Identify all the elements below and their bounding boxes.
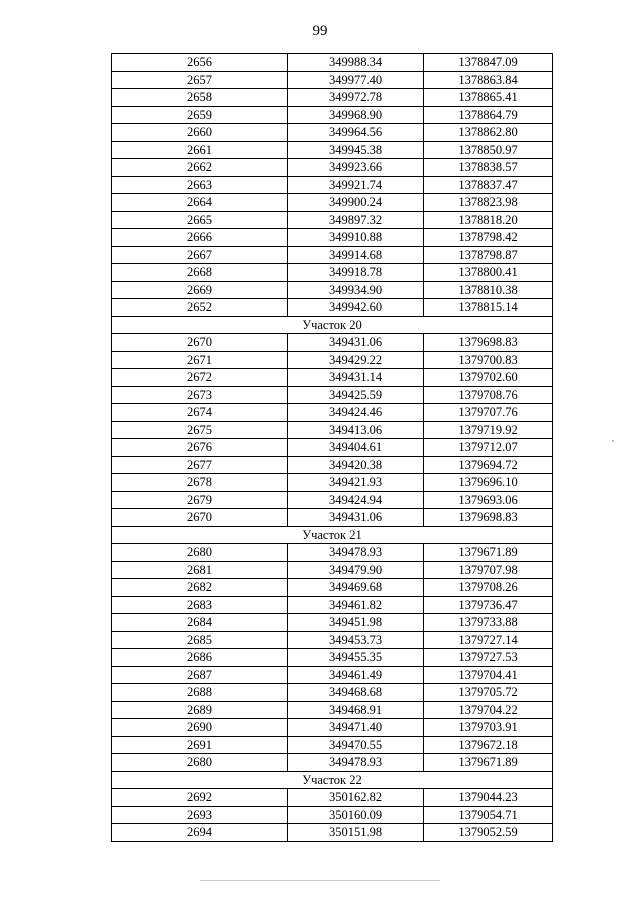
- x-coordinate-cell: 349478.93: [288, 544, 424, 562]
- coordinates-table-body: [112, 54, 553, 842]
- point-number-cell: 2664: [112, 194, 288, 212]
- y-coordinate-cell: 1379705.72: [424, 684, 553, 702]
- x-coordinate-cell: 349420.38: [288, 456, 424, 474]
- table-row: [112, 561, 553, 579]
- x-coordinate-cell: 349945.38: [288, 141, 424, 159]
- x-coordinate-cell: 349897.32: [288, 211, 424, 229]
- x-coordinate-cell: 349964.56: [288, 124, 424, 142]
- x-coordinate-cell: 349478.93: [288, 754, 424, 772]
- point-number-cell: 2668: [112, 264, 288, 282]
- x-coordinate-cell: 349413.06: [288, 421, 424, 439]
- x-coordinate-cell: 349471.40: [288, 719, 424, 737]
- table-row: [112, 789, 553, 807]
- point-number-cell: 2689: [112, 701, 288, 719]
- table-row: [112, 474, 553, 492]
- y-coordinate-cell: 1378864.79: [424, 106, 553, 124]
- table-row: [112, 736, 553, 754]
- table-row: [112, 124, 553, 142]
- table-row: [112, 369, 553, 387]
- y-coordinate-cell: 1378798.87: [424, 246, 553, 264]
- x-coordinate-cell: 349451.98: [288, 614, 424, 632]
- y-coordinate-cell: 1379702.60: [424, 369, 553, 387]
- point-number-cell: 2693: [112, 806, 288, 824]
- table-row: [112, 666, 553, 684]
- point-number-cell: 2670: [112, 334, 288, 352]
- table-row: [112, 684, 553, 702]
- y-coordinate-cell: 1379672.18: [424, 736, 553, 754]
- point-number-cell: 2686: [112, 649, 288, 667]
- table-row: [112, 71, 553, 89]
- point-number-cell: 2672: [112, 369, 288, 387]
- x-coordinate-cell: 349910.88: [288, 229, 424, 247]
- point-number-cell: 2676: [112, 439, 288, 457]
- y-coordinate-cell: 1379044.23: [424, 789, 553, 807]
- y-coordinate-cell: 1379052.59: [424, 824, 553, 842]
- point-number-cell: 2660: [112, 124, 288, 142]
- y-coordinate-cell: 1379707.98: [424, 561, 553, 579]
- x-coordinate-cell: 349479.90: [288, 561, 424, 579]
- x-coordinate-cell: 349972.78: [288, 89, 424, 107]
- table-row: [112, 159, 553, 177]
- y-coordinate-cell: 1379671.89: [424, 544, 553, 562]
- table-row: [112, 491, 553, 509]
- y-coordinate-cell: 1378815.14: [424, 299, 553, 317]
- y-coordinate-cell: 1379696.10: [424, 474, 553, 492]
- table-row: [112, 754, 553, 772]
- x-coordinate-cell: 349942.60: [288, 299, 424, 317]
- x-coordinate-cell: 349968.90: [288, 106, 424, 124]
- y-coordinate-cell: 1379712.07: [424, 439, 553, 457]
- section-header-row: [112, 316, 553, 334]
- table-row: [112, 614, 553, 632]
- x-coordinate-cell: 349421.93: [288, 474, 424, 492]
- table-row: [112, 106, 553, 124]
- table-row: [112, 229, 553, 247]
- y-coordinate-cell: 1379700.83: [424, 351, 553, 369]
- y-coordinate-cell: 1379727.53: [424, 649, 553, 667]
- point-number-cell: 2671: [112, 351, 288, 369]
- table-row: [112, 89, 553, 107]
- x-coordinate-cell: 349934.90: [288, 281, 424, 299]
- table-row: [112, 719, 553, 737]
- x-coordinate-cell: 349988.34: [288, 54, 424, 72]
- y-coordinate-cell: 1379704.22: [424, 701, 553, 719]
- point-number-cell: 2678: [112, 474, 288, 492]
- point-number-cell: 2682: [112, 579, 288, 597]
- table-row: [112, 246, 553, 264]
- x-coordinate-cell: 349469.68: [288, 579, 424, 597]
- table-row: [112, 439, 553, 457]
- x-coordinate-cell: 349404.61: [288, 439, 424, 457]
- y-coordinate-cell: 1378862.80: [424, 124, 553, 142]
- table-row: [112, 54, 553, 72]
- x-coordinate-cell: 350162.82: [288, 789, 424, 807]
- section-title: Участок 21: [112, 526, 553, 544]
- y-coordinate-cell: 1379704.41: [424, 666, 553, 684]
- x-coordinate-cell: 349461.49: [288, 666, 424, 684]
- x-coordinate-cell: 349429.22: [288, 351, 424, 369]
- y-coordinate-cell: 1378847.09: [424, 54, 553, 72]
- point-number-cell: 2662: [112, 159, 288, 177]
- point-number-cell: 2681: [112, 561, 288, 579]
- y-coordinate-cell: 1379698.83: [424, 509, 553, 527]
- y-coordinate-cell: 1379736.47: [424, 596, 553, 614]
- x-coordinate-cell: 349914.68: [288, 246, 424, 264]
- y-coordinate-cell: 1379671.89: [424, 754, 553, 772]
- page-number: 99: [312, 23, 328, 39]
- coordinates-table: [111, 53, 553, 842]
- point-number-cell: 2666: [112, 229, 288, 247]
- x-coordinate-cell: 349455.35: [288, 649, 424, 667]
- table-row: [112, 701, 553, 719]
- x-coordinate-cell: 349977.40: [288, 71, 424, 89]
- point-number-cell: 2690: [112, 719, 288, 737]
- table-row: [112, 264, 553, 282]
- table-row: [112, 456, 553, 474]
- y-coordinate-cell: 1379707.76: [424, 404, 553, 422]
- x-coordinate-cell: 349424.46: [288, 404, 424, 422]
- y-coordinate-cell: 1379693.06: [424, 491, 553, 509]
- y-coordinate-cell: 1379694.72: [424, 456, 553, 474]
- point-number-cell: 2687: [112, 666, 288, 684]
- y-coordinate-cell: 1378850.97: [424, 141, 553, 159]
- y-coordinate-cell: 1378818.20: [424, 211, 553, 229]
- x-coordinate-cell: 349918.78: [288, 264, 424, 282]
- table-row: [112, 649, 553, 667]
- point-number-cell: 2692: [112, 789, 288, 807]
- point-number-cell: 2685: [112, 631, 288, 649]
- point-number-cell: 2677: [112, 456, 288, 474]
- point-number-cell: 2656: [112, 54, 288, 72]
- y-coordinate-cell: 1379708.76: [424, 386, 553, 404]
- x-coordinate-cell: 349900.24: [288, 194, 424, 212]
- x-coordinate-cell: 350151.98: [288, 824, 424, 842]
- table-row: [112, 421, 553, 439]
- y-coordinate-cell: 1379733.88: [424, 614, 553, 632]
- point-number-cell: 2688: [112, 684, 288, 702]
- y-coordinate-cell: 1379727.14: [424, 631, 553, 649]
- x-coordinate-cell: 349431.14: [288, 369, 424, 387]
- y-coordinate-cell: 1379054.71: [424, 806, 553, 824]
- y-coordinate-cell: 1379719.92: [424, 421, 553, 439]
- table-row: [112, 509, 553, 527]
- table-row: [112, 579, 553, 597]
- y-coordinate-cell: 1378800.41: [424, 264, 553, 282]
- x-coordinate-cell: 349424.94: [288, 491, 424, 509]
- table-row: [112, 631, 553, 649]
- y-coordinate-cell: 1378865.41: [424, 89, 553, 107]
- point-number-cell: 2663: [112, 176, 288, 194]
- table-row: [112, 404, 553, 422]
- point-number-cell: 2665: [112, 211, 288, 229]
- section-header-row: [112, 526, 553, 544]
- scan-mark: [612, 440, 614, 442]
- table-row: [112, 194, 553, 212]
- scan-mark: [200, 880, 440, 881]
- y-coordinate-cell: 1378838.57: [424, 159, 553, 177]
- point-number-cell: 2680: [112, 754, 288, 772]
- y-coordinate-cell: 1379703.91: [424, 719, 553, 737]
- table-row: [112, 141, 553, 159]
- table-row: [112, 351, 553, 369]
- point-number-cell: 2684: [112, 614, 288, 632]
- table-row: [112, 806, 553, 824]
- x-coordinate-cell: 349921.74: [288, 176, 424, 194]
- point-number-cell: 2683: [112, 596, 288, 614]
- section-title: Участок 20: [112, 316, 553, 334]
- point-number-cell: 2667: [112, 246, 288, 264]
- y-coordinate-cell: 1379698.83: [424, 334, 553, 352]
- point-number-cell: 2694: [112, 824, 288, 842]
- point-number-cell: 2652: [112, 299, 288, 317]
- table-row: [112, 386, 553, 404]
- point-number-cell: 2670: [112, 509, 288, 527]
- table-row: [112, 176, 553, 194]
- section-header-row: [112, 771, 553, 789]
- point-number-cell: 2661: [112, 141, 288, 159]
- x-coordinate-cell: 349923.66: [288, 159, 424, 177]
- x-coordinate-cell: 349468.68: [288, 684, 424, 702]
- point-number-cell: 2674: [112, 404, 288, 422]
- point-number-cell: 2658: [112, 89, 288, 107]
- point-number-cell: 2673: [112, 386, 288, 404]
- point-number-cell: 2679: [112, 491, 288, 509]
- table-row: [112, 334, 553, 352]
- table-row: [112, 544, 553, 562]
- table-row: [112, 299, 553, 317]
- point-number-cell: 2657: [112, 71, 288, 89]
- x-coordinate-cell: 349470.55: [288, 736, 424, 754]
- table-row: [112, 596, 553, 614]
- point-number-cell: 2669: [112, 281, 288, 299]
- x-coordinate-cell: 349468.91: [288, 701, 424, 719]
- section-title: Участок 22: [112, 771, 553, 789]
- table-row: [112, 281, 553, 299]
- y-coordinate-cell: 1379708.26: [424, 579, 553, 597]
- point-number-cell: 2659: [112, 106, 288, 124]
- x-coordinate-cell: 350160.09: [288, 806, 424, 824]
- y-coordinate-cell: 1378863.84: [424, 71, 553, 89]
- point-number-cell: 2691: [112, 736, 288, 754]
- x-coordinate-cell: 349431.06: [288, 334, 424, 352]
- y-coordinate-cell: 1378810.38: [424, 281, 553, 299]
- y-coordinate-cell: 1378823.98: [424, 194, 553, 212]
- table-row: [112, 824, 553, 842]
- x-coordinate-cell: 349425.59: [288, 386, 424, 404]
- x-coordinate-cell: 349461.82: [288, 596, 424, 614]
- point-number-cell: 2680: [112, 544, 288, 562]
- y-coordinate-cell: 1378837.47: [424, 176, 553, 194]
- x-coordinate-cell: 349453.73: [288, 631, 424, 649]
- table-row: [112, 211, 553, 229]
- y-coordinate-cell: 1378798.42: [424, 229, 553, 247]
- point-number-cell: 2675: [112, 421, 288, 439]
- x-coordinate-cell: 349431.06: [288, 509, 424, 527]
